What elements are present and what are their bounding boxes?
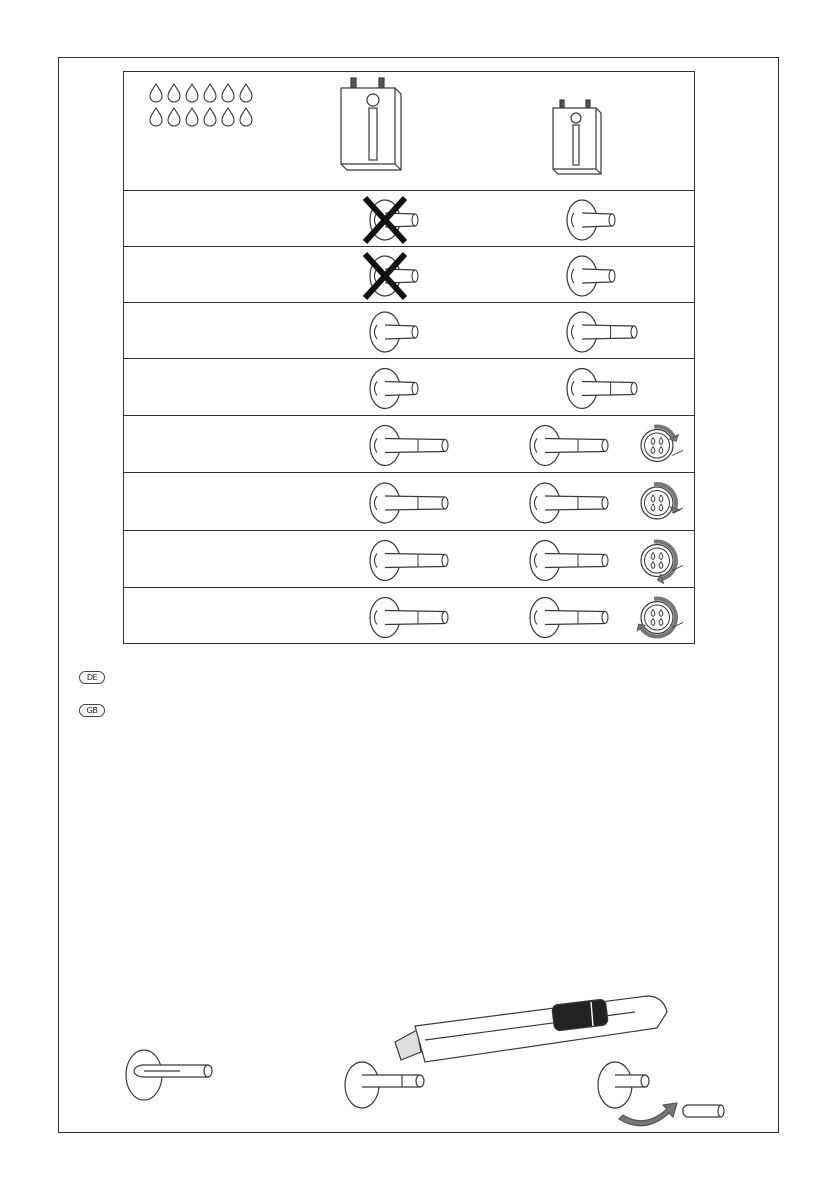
rotation-dial-icon xyxy=(641,484,683,519)
nipple-icon xyxy=(370,483,448,523)
nipple-icon xyxy=(567,369,637,409)
rotation-dial-icon xyxy=(637,599,683,637)
nipple-icon xyxy=(370,598,448,638)
nipple-icon xyxy=(530,483,608,523)
nipple-icon xyxy=(567,312,637,352)
rotation-dial-icon xyxy=(641,542,683,584)
nipple-icon xyxy=(567,256,615,296)
cut-nipple-icon xyxy=(585,1055,735,1130)
nipple-icon xyxy=(567,200,615,240)
rotation-dial-icon xyxy=(641,427,683,462)
nipple-icon xyxy=(370,541,448,581)
nipple-icon xyxy=(370,426,448,466)
language-badge-de: DE xyxy=(79,671,105,684)
nipple-icon xyxy=(530,541,608,581)
nipple-icon xyxy=(120,1040,230,1110)
nipple-icon xyxy=(370,369,418,409)
nipple-icon xyxy=(530,426,608,466)
nipple-icon xyxy=(530,598,608,638)
knife-nipple-icon xyxy=(340,1055,440,1115)
nipple-icon xyxy=(370,312,418,352)
language-badge-gb: GB xyxy=(79,704,105,717)
